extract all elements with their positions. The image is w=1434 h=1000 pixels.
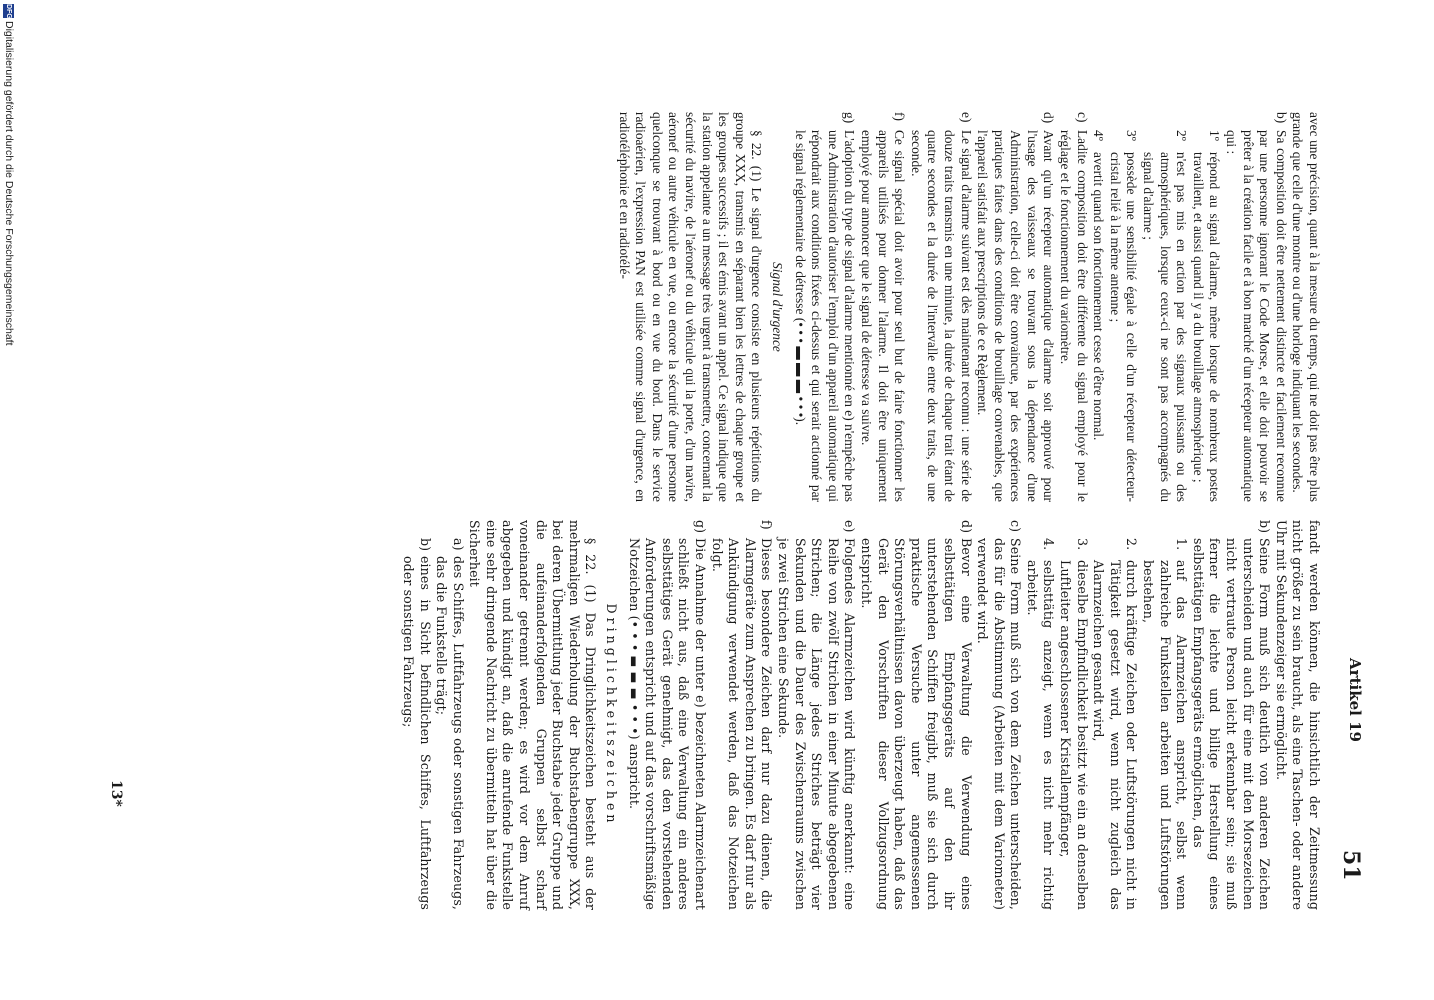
fr-sub3-label: 3º [1124,130,1140,141]
de-e-label: e) [842,520,858,533]
fr-sub1-label: 1º [1207,130,1223,141]
de-sub2-label: 2. [1124,538,1140,551]
fr-sub4-text: avertit quand son fonctionnement cesse d'être normal. [1091,152,1107,441]
dfg-credit [2,4,16,346]
de-sub1-label: 1. [1174,538,1190,551]
de-f-label: f) [759,520,775,530]
fr-d-label: d) [1041,112,1057,124]
de-g-text: Die Annahme der unter e) bezeichneten Alarmzeichenart schließt nicht aus, daß eine Verwaltung ein anderes selbsttätiges Gerät genehmigt, das den vorstehenden Anforderungen entspricht und auf das vorschriftsmäßige Notzeichen (• • • ▬ ▬ ▬ • • •) anspricht. [626,538,709,910]
de-d-text: Bevor eine Verwaltung die Verwendung eines selbsttätigen Empfangsgeräts auf den ihr unterstehenden Schiffen freigibt, muß sie sich durch praktische Versuche unter angemessenen Störungsverhältnissen davon überzeugt haben, daß das Gerät den Vorschriften dieser Vollzugsordnung entspricht. [858,538,974,910]
fr-item-d [974,112,1057,502]
fr-b-label: b) [1273,112,1289,124]
fr-sub-1 [1189,112,1222,502]
fr-d-text: Avant qu'un récepteur automatique d'alarme soit approuvé pour l'usage des vaisseaux se trouvant sous la dépendance d'une Administration, celle-ci doit être convaincue, par des expériences pratiques faites dans des conditions de brouillage convenables, que l'appareil satisfait aux prescriptions de ce Règlement. [975,130,1057,502]
de-paragraph-22: § 22. (1) Das Dringlichkeitszeichen besteht aus der mehrmaligen Wiederholung der Buchstabengruppe XXX, bei deren Übermittlung jeder Buchstabe jeder Gruppe und die aufeinanderfolgenden Gruppen selbst scharf voneinander getrennt werden; es wird vor dem Anruf abgegeben und kündigt an, daß die anrufende Funkstelle eine sehr dringende Nachricht zu übermitteln hat über die Sicherheit [467,520,599,910]
dfg-credit-text: Digitalisierung gefördert durch die Deutsche Forschungsgemeinschaft [3,21,15,346]
de-sub1-text: auf das Alarmzeichen anspricht, selbst wenn zahlreiche Funkstellen arbeiten und Luftstörungen bestehen, [1141,560,1190,910]
de-b-label: b) [1257,520,1273,534]
fr-sub-4 [1090,112,1107,502]
fr-item-c [1057,112,1090,502]
de-g-label: g) [693,520,709,534]
de-sub-3 [1057,520,1090,910]
fr-c-label: c) [1074,112,1090,123]
de-sub-4 [1023,520,1056,910]
fr-item-g [791,112,857,502]
fr-sub1-text: répond au signal d'alarme, même lorsque de nombreux postes travaillent, et aussi quand il y a du brouillage atmosphérique ; [1190,152,1223,502]
de-bb-text: eines in Sicht befindlichen Schiffes, Luftfahrzeugs oder sonstigen Fahrzeugs; [400,556,433,910]
de-sub4-label: 4. [1041,538,1057,551]
de-d-label: d) [958,520,974,534]
german-column [399,520,1322,910]
de-c-text: Seine Form muß sich von dem Zeichen unterscheiden, das für die Abstimmung (Arbeiten mit dem Variometer) verwendet wird. [975,538,1024,910]
de-item-c [974,520,1024,910]
fr-sub2-label: 2º [1174,130,1190,141]
de-sub2-text: durch kräftige Zeichen oder Luftstörungen nicht in Tätigkeit gesetzt wird, wenn nicht zugleich das Alarmzeichen gesandt wird, [1091,560,1140,910]
de-bb-label: b) [417,538,433,552]
de-sub-a [433,520,466,910]
de-c-label: c) [1008,520,1024,533]
fr-e-label: e) [958,112,974,123]
fr-g-label: g) [842,112,858,124]
de-sub4-text: selbsttätig anzeigt, wenn es nicht mehr richtig arbeitet. [1024,560,1057,910]
de-e-text: Folgendes Alarmzeichen wird künftig anerkannt: eine Reihe von zwölf Strichen in einer Minute abgegebenen Strichen; die Länge jedes Striches beträgt vier Sekunden und die Dauer des Zwischenraums zwischen je zwei Strichen eine Sekunde. [776,538,858,910]
fr-sub3-text: possède une sensibilité égale à celle d'un récepteur détecteur-cristal relié à la même antenne ; [1107,152,1140,502]
fr-item-e [907,112,973,502]
fr-intro: avec une précision, quant à la mesure du temps, qui ne doit pas être plus grande que celle d'une montre ou d'une horloge indiquant les secondes. [1290,112,1322,502]
french-column [615,112,1322,502]
fr-item-f [857,112,907,502]
de-sub3-text: dieselbe Empfindlichkeit besitzt wie ein an denselben Luftleiter angeschlossener Kristallempfänger, [1058,560,1090,910]
fr-c-text: Ladite composition doit être différente du signal employé pour le réglage et le fonctionnement du variomètre. [1058,130,1090,502]
de-a-label: a) [450,538,466,551]
fr-sub2-text: n'est pas mis en action par des signaux puissants ou des atmosphériques, lorsque ceux-ci ne sont pas accompagnés du signal d'alarme ; [1141,152,1190,502]
fr-section-heading: Signal d'urgence [770,262,785,352]
de-item-b [1189,520,1272,910]
de-sub-2 [1090,520,1140,910]
de-a-text: des Schiffes, Luftfahrzeugs oder sonstigen Fahrzeugs, das die Funkstelle trägt; [434,556,466,910]
fr-f-label: f) [892,112,908,121]
fr-g-text: L'adoption du type de signal d'alarme mentionné en e) n'empêche pas une Administration d'autoriser l'emploi d'un appareil automatique qui répondrait aux conditions fixées ci-dessus et qui serait actionné par le signal réglementaire de détresse (• • • ▬ ▬ ▬ • • •). [792,130,858,502]
de-sub-1 [1139,520,1189,910]
de-section-heading: Dringlichkeitszeichen [604,603,620,827]
fr-sub-3 [1106,112,1139,502]
fr-item-b [1222,112,1288,502]
page-number: 51 [1338,850,1364,881]
de-intro: fandt werden können, die hinsichtlich der Zeitmessung nicht größer zu sein braucht, als eine Taschen- oder andere Uhr mit Sekundenzeiger sie ermöglicht. [1273,520,1322,910]
de-item-e [774,520,857,910]
de-sub-bb [399,520,432,910]
signature-mark: 13* [108,780,124,807]
de-f-text: Dieses besondere Zeichen darf nur dazu dienen, die Alarmgeräte zum Ansprechen zu bringen. Es darf nur als Ankündigung verwendet werden, daß das Notzeichen folgt. [709,538,775,910]
de-b-text: Seine Form muß sich deutlich von anderen Zeichen unterscheiden und auch für eine mit den Morsezeichen nicht vertraute Person leicht erkennbar sein; sie muß ferner die leichte und billige Herstellung eines selbsttätigen Empfangsgeräts ermöglichen, das [1190,538,1273,910]
dfg-logo-icon: DFG [5,4,13,19]
fr-f-text: Ce signal spécial doit avoir pour seul but de faire fonctionner les appareils utilisés pour donner l'alarme. Il doit être uniquement employé pour annoncer que le signal de détresse va suivre. [858,130,908,502]
fr-b-text: Sa composition doit être nettement distincte et facilement reconnue par une personne ignorant le Code Morse, et elle doit pouvoir se prêter à la création facile et à bon marché d'un récepteur automatique qui : [1224,130,1289,502]
article-header: Artikel 19 [1346,658,1364,742]
fr-paragraph-22: § 22. (1) Le signal d'urgence consiste en plusieurs répétitions du groupe XXX, transmis en séparant bien les lettres de chaque groupe et les groupes successifs ; il est émis avant un appel. Ce signal indique que la station appelante a un message très urgent à transmettre, concernant la sécurité du navire, de l'aéronef ou du véhicule qui la porte, d'un navire, aéronef ou autre véhicule en vue, ou encore la sécurité d'une personne quelconque se trouvant à bord ou en vue du bord. Dans le service radioaérien, l'expression PAN est utilisée comme signal d'urgence, en radiotéléphonie et en radiotélé- [616,112,765,502]
de-sub3-label: 3. [1074,538,1090,551]
fr-sub-2 [1139,112,1189,502]
de-item-g [625,520,708,910]
de-item-d [857,520,973,910]
fr-sub4-label: 4º [1091,130,1107,141]
de-item-f [708,520,774,910]
fr-e-text: Le signal d'alarme suivant est dès maintenant reconnu : une série de douze traits transmis en une minute, la durée de chaque trait étant de quatre secondes et la durée de l'intervalle entre deux traits, de une seconde. [908,130,974,502]
